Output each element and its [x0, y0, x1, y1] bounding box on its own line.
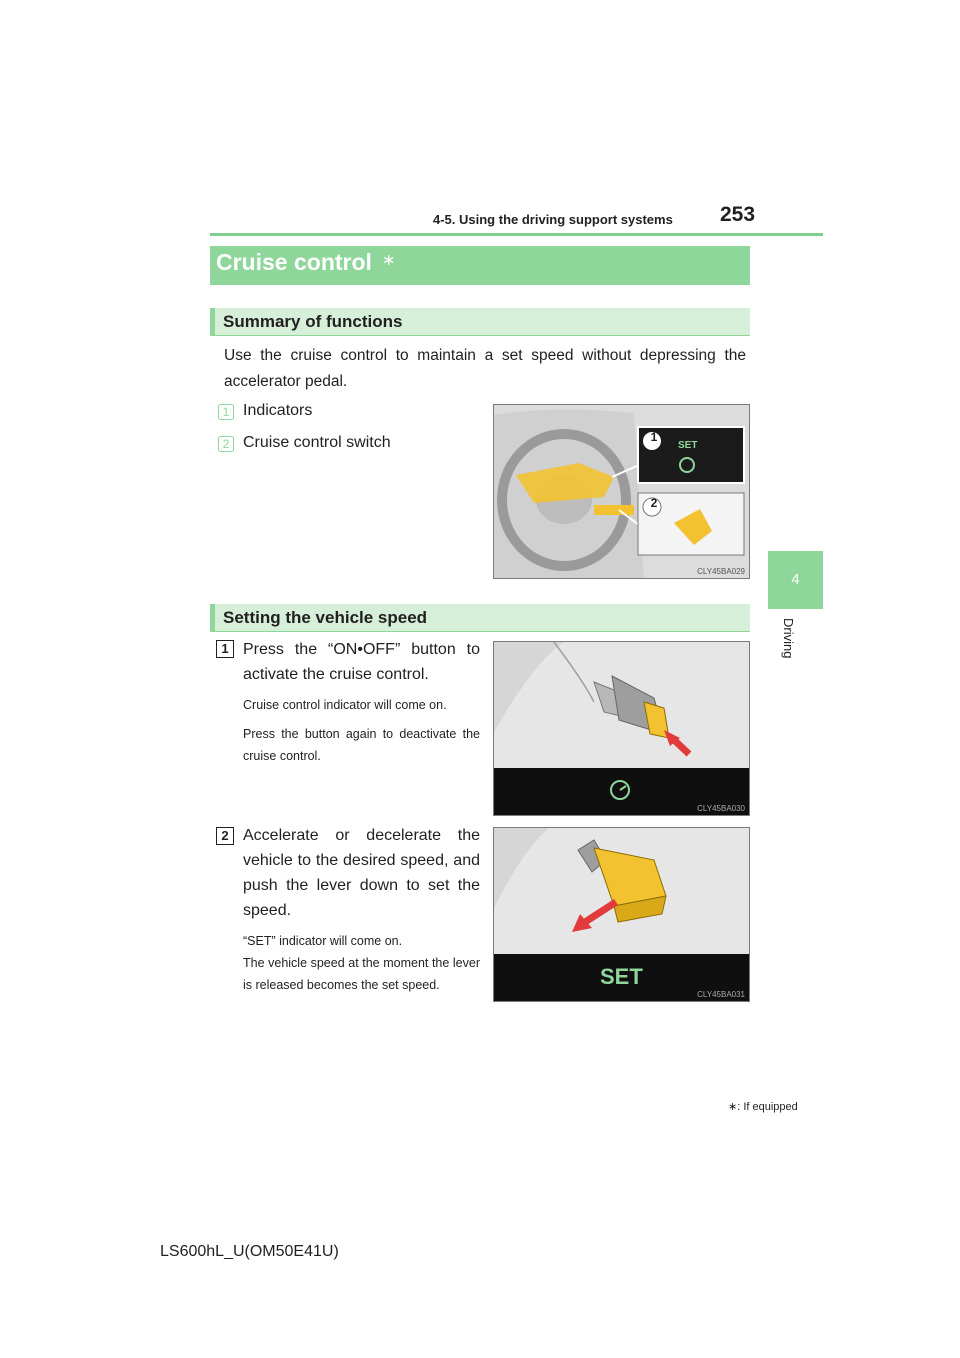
step-2-note-1: “SET” indicator will come on. [243, 934, 403, 948]
step-1-note-2: Press the button again to deactivate the cruise control. [243, 727, 480, 763]
setting-heading-bar [210, 604, 750, 632]
chapter-label-text: Driving [781, 618, 796, 659]
item-label-1: Indicators [243, 402, 313, 419]
summary-heading: Summary of functions [223, 312, 403, 331]
step-2-note-2: The vehicle speed at the moment the lever is released becomes the set speed. [243, 956, 480, 992]
step-1-text: Press the “ON•OFF” button to activate the cruise control. [243, 641, 480, 683]
figure-callout-1: 1 [650, 430, 658, 444]
item-number-1: 1 [218, 404, 234, 420]
footnote-text: : If equipped [737, 1101, 798, 1113]
step-number-2: 2 [216, 827, 234, 845]
step-2-text: Accelerate or decelerate the vehicle to the desired speed, and push the lever down to set the speed. [243, 827, 480, 919]
footnote-mark: ∗ [728, 1101, 738, 1113]
page-title: Cruise control [216, 249, 372, 275]
header-rule [210, 233, 823, 236]
step-number-1: 1 [216, 640, 234, 658]
figure-code: CLY45BA031 [697, 990, 745, 999]
figure-steering-wheel [493, 404, 750, 579]
steering-wheel-illustration [494, 405, 750, 579]
chapter-label [768, 618, 823, 678]
figure-callout-2: 2 [650, 496, 658, 510]
step-1-note-1: Cruise control indicator will come on. [243, 698, 447, 712]
figure-code: CLY45BA030 [697, 804, 745, 813]
summary-paragraph: Use the cruise control to maintain a set speed without depressing the accelerator pedal. [224, 347, 746, 390]
chapter-tab: 4 [768, 551, 823, 609]
summary-heading-bar [210, 308, 750, 336]
figure-set-label: SET [600, 964, 643, 989]
item-label-2: Cruise control switch [243, 434, 391, 451]
item-number-2: 2 [218, 436, 234, 452]
setting-heading: Setting the vehicle speed [223, 608, 428, 627]
figure-set-lever [493, 827, 750, 1002]
page-number: 253 [720, 203, 756, 226]
heading-accent [210, 308, 215, 335]
heading-accent [210, 604, 215, 631]
figure-on-off-button [493, 641, 750, 816]
title-asterisk: ∗ [382, 252, 396, 269]
footer-model-code: LS600hL_U(OM50E41U) [160, 1243, 339, 1260]
lever-press-illustration [494, 642, 750, 816]
figure-set-label: SET [678, 440, 698, 451]
figure-code: CLY45BA029 [697, 567, 745, 576]
running-header-section: 4-5. Using the driving support systems [433, 212, 673, 227]
footnote [728, 1100, 798, 1113]
